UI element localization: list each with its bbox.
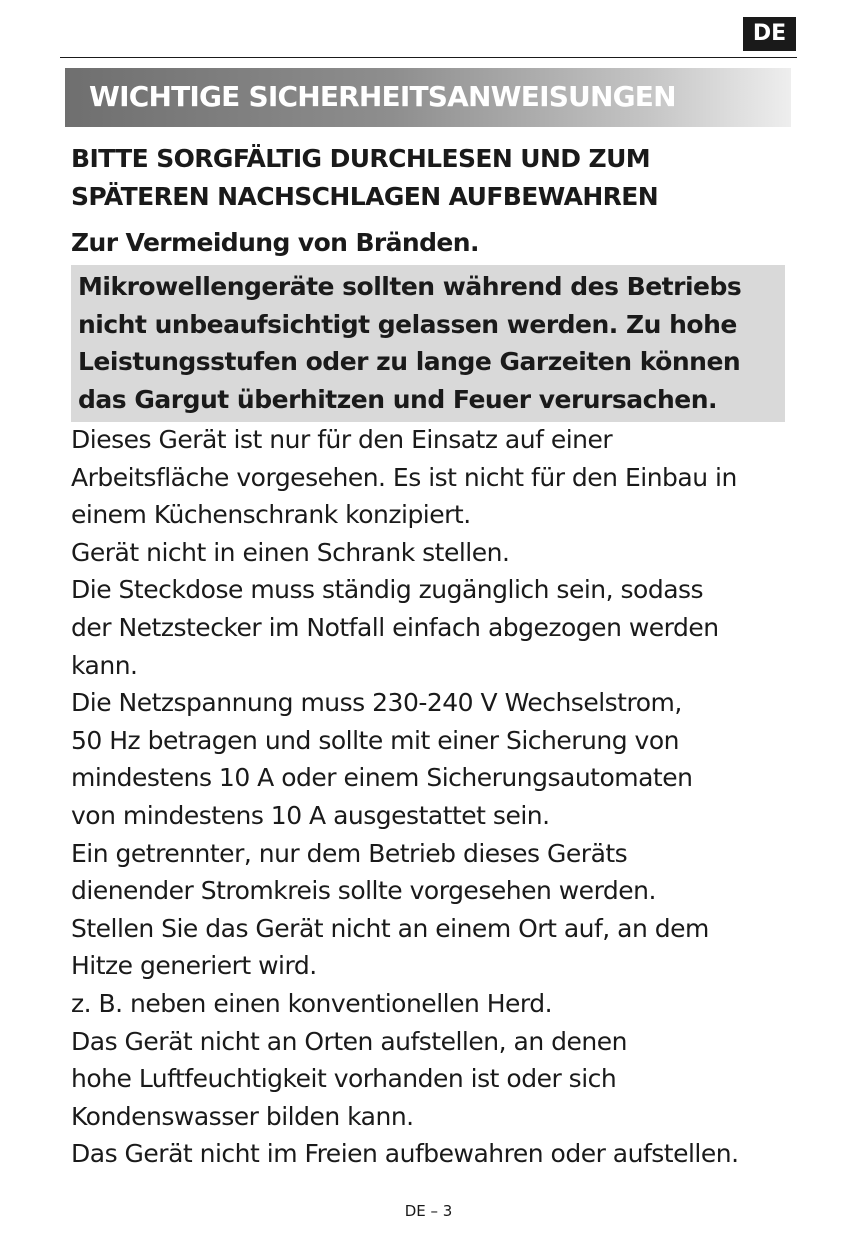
body-line: Kondenswasser bilden kann. <box>71 1101 414 1131</box>
body-line: Die Steckdose muss ständig zugänglich sein, sodass <box>71 575 704 605</box>
subtitle-line: BITTE SORGFÄLTIG DURCHLESEN UND ZUM <box>71 144 651 173</box>
warning-line: Leistungsstufen oder zu lange Garzeiten können <box>78 347 741 376</box>
body-line: Arbeitsfläche vorgesehen. Es ist nicht für den Einbau in <box>71 462 737 492</box>
warning-line: das Gargut überhitzen und Feuer verursachen. <box>78 384 718 414</box>
body-line: Dieses Gerät ist nur für den Einsatz auf einer <box>71 425 613 454</box>
warning-line: Mikrowellengeräte sollten während des Betriebs <box>78 272 742 301</box>
body-line: z. B. neben einen konventionellen Herd. <box>71 988 553 1018</box>
body-line: mindestens 10 A oder einem Sicherungsautomaten <box>71 763 693 793</box>
top-divider <box>60 57 797 58</box>
body-line: der Netzstecker im Notfall einfach abgezogen werden <box>71 612 719 642</box>
body-line: dienender Stromkreis sollte vorgesehen werden. <box>71 876 656 906</box>
body-text <box>71 421 801 1173</box>
warning-line: nicht unbeaufsichtigt gelassen werden. Zu hohe <box>78 309 737 339</box>
section-header-bar <box>65 68 791 127</box>
body-line: hohe Luftfeuchtigkeit vorhanden ist oder sich <box>71 1064 617 1094</box>
subtitle-line: SPÄTEREN NACHSCHLAGEN AUFBEWAHREN <box>71 182 659 211</box>
body-line: Die Netzspannung muss 230-240 V Wechselstrom, <box>71 688 682 718</box>
warning-box <box>71 265 785 422</box>
body-line: Gerät nicht in einen Schrank stellen. <box>71 537 510 567</box>
body-line: kann. <box>71 650 138 680</box>
body-line: von mindestens 10 A ausgestattet sein. <box>71 800 550 830</box>
fire-prevention-heading: Zur Vermeidung von Bränden. <box>71 228 479 257</box>
body-line: Stellen Sie das Gerät nicht an einem Ort auf, an dem <box>71 913 709 943</box>
body-line: 50 Hz betragen und sollte mit einer Sicherung von <box>71 725 679 755</box>
language-badge: DE <box>743 17 796 51</box>
body-line: Das Gerät nicht an Orten aufstellen, an denen <box>71 1026 627 1056</box>
body-line: Das Gerät nicht im Freien aufbewahren oder aufstellen. <box>71 1139 739 1169</box>
page-number: DE – 3 <box>404 1202 453 1220</box>
body-line: Ein getrennter, nur dem Betrieb dieses Geräts <box>71 838 628 868</box>
section-title: WICHTIGE SICHERHEITSANWEISUNGEN <box>89 80 676 113</box>
section-subtitle <box>71 140 791 216</box>
body-line: Hitze generiert wird. <box>71 951 317 981</box>
body-line: einem Küchenschrank konzipiert. <box>71 500 471 530</box>
